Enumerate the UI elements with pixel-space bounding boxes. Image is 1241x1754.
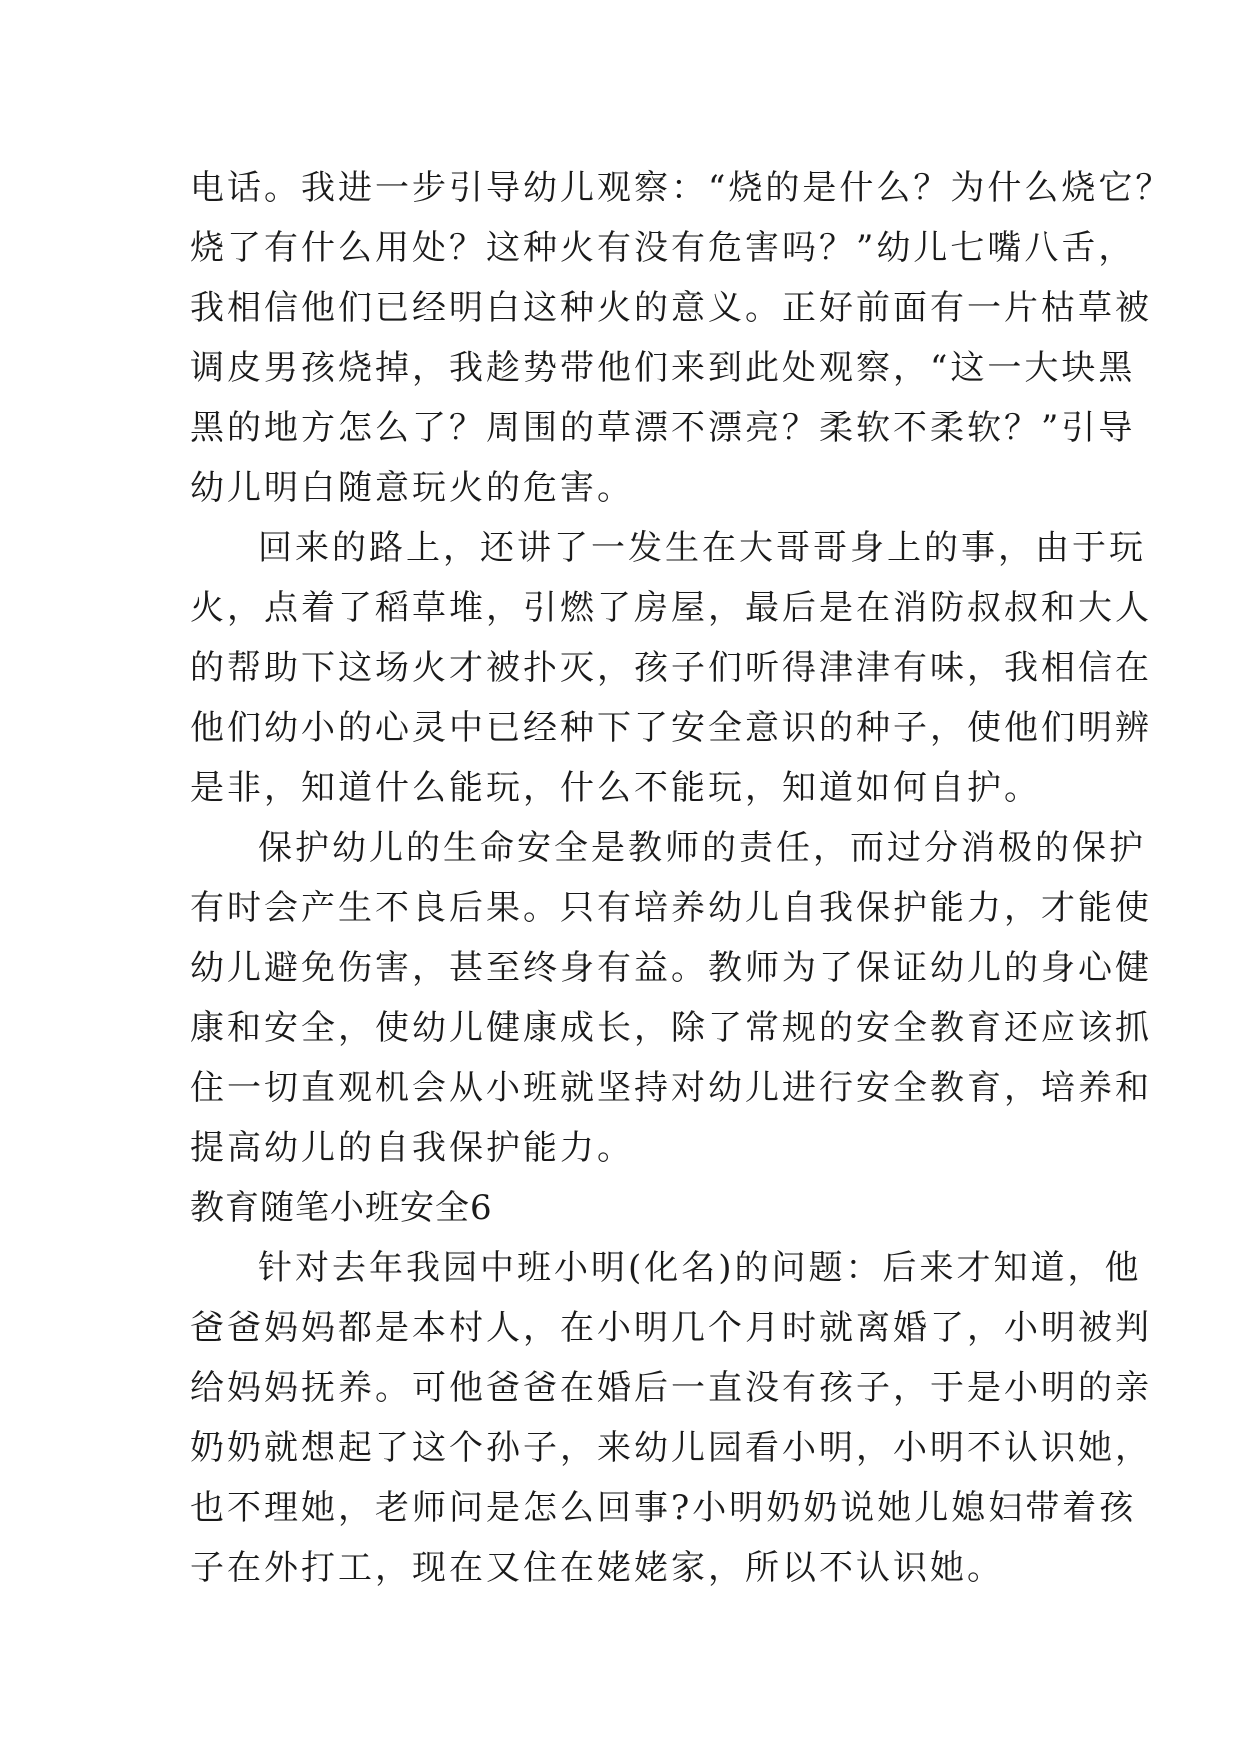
text-line: 给妈妈抚养。可他爸爸在婚后一直没有孩子，于是小明的亲 bbox=[190, 1368, 1152, 1408]
text-line: 提高幼儿的自我保护能力。 bbox=[190, 1128, 634, 1168]
paragraph-xiaoming-case bbox=[190, 1238, 1152, 1598]
text-line: 回来的路上，还讲了一发生在大哥哥身上的事，由于玩 bbox=[258, 528, 1146, 568]
paragraph-fire-observation bbox=[190, 158, 1173, 518]
text-line: 火，点着了稻草堆，引燃了房屋，最后是在消防叔叔和大人 bbox=[190, 588, 1152, 628]
text-line: 我相信他们已经明白这种火的意义。正好前面有一片枯草被 bbox=[190, 288, 1152, 328]
text-line: 烧了有什么用处？这种火有没有危害吗？”幼儿七嘴八舌， bbox=[190, 228, 1136, 268]
text-line: 康和安全，使幼儿健康成长，除了常规的安全教育还应该抓 bbox=[190, 1008, 1152, 1048]
text-line: 爸爸妈妈都是本村人，在小明几个月时就离婚了，小明被判 bbox=[190, 1308, 1152, 1348]
text-line: 的帮助下这场火才被扑灭，孩子们听得津津有味，我相信在 bbox=[190, 648, 1152, 688]
text-line: 幼儿避免伤害，甚至终身有益。教师为了保证幼儿的身心健 bbox=[190, 948, 1152, 988]
text-line: 有时会产生不良后果。只有培养幼儿自我保护能力，才能使 bbox=[190, 888, 1152, 928]
text-line: 奶奶就想起了这个孙子，来幼儿园看小明，小明不认识她， bbox=[190, 1428, 1152, 1468]
text-line: 针对去年我园中班小明(化名)的问题：后来才知道，他 bbox=[258, 1248, 1142, 1288]
text-line: 子在外打工，现在又住在姥姥家，所以不认识她。 bbox=[190, 1548, 1004, 1588]
text-line: 调皮男孩烧掉，我趁势带他们来到此处观察，“这一大块黑 bbox=[190, 348, 1136, 388]
document-page bbox=[190, 158, 1173, 1598]
section-heading: 教育随笔小班安全6 bbox=[190, 1188, 493, 1228]
text-line: 是非，知道什么能玩，什么不能玩，知道如何自护。 bbox=[190, 768, 1041, 808]
paragraph-teacher-responsibility bbox=[190, 818, 1152, 1178]
text-line: 保护幼儿的生命安全是教师的责任，而过分消极的保护 bbox=[258, 828, 1146, 868]
paragraph-story-on-way-back bbox=[190, 518, 1152, 818]
text-line: 电话。我进一步引导幼儿观察：“烧的是什么？为什么烧它？ bbox=[190, 168, 1173, 208]
text-line: 幼儿明白随意玩火的危害。 bbox=[190, 468, 634, 508]
text-line: 黑的地方怎么了？周围的草漂不漂亮？柔软不柔软？”引导 bbox=[190, 408, 1136, 448]
text-line: 住一切直观机会从小班就坚持对幼儿进行安全教育，培养和 bbox=[190, 1068, 1152, 1108]
text-line: 也不理她，老师问是怎么回事?小明奶奶说她儿媳妇带着孩 bbox=[190, 1488, 1137, 1528]
text-line: 他们幼小的心灵中已经种下了安全意识的种子，使他们明辨 bbox=[190, 708, 1152, 748]
